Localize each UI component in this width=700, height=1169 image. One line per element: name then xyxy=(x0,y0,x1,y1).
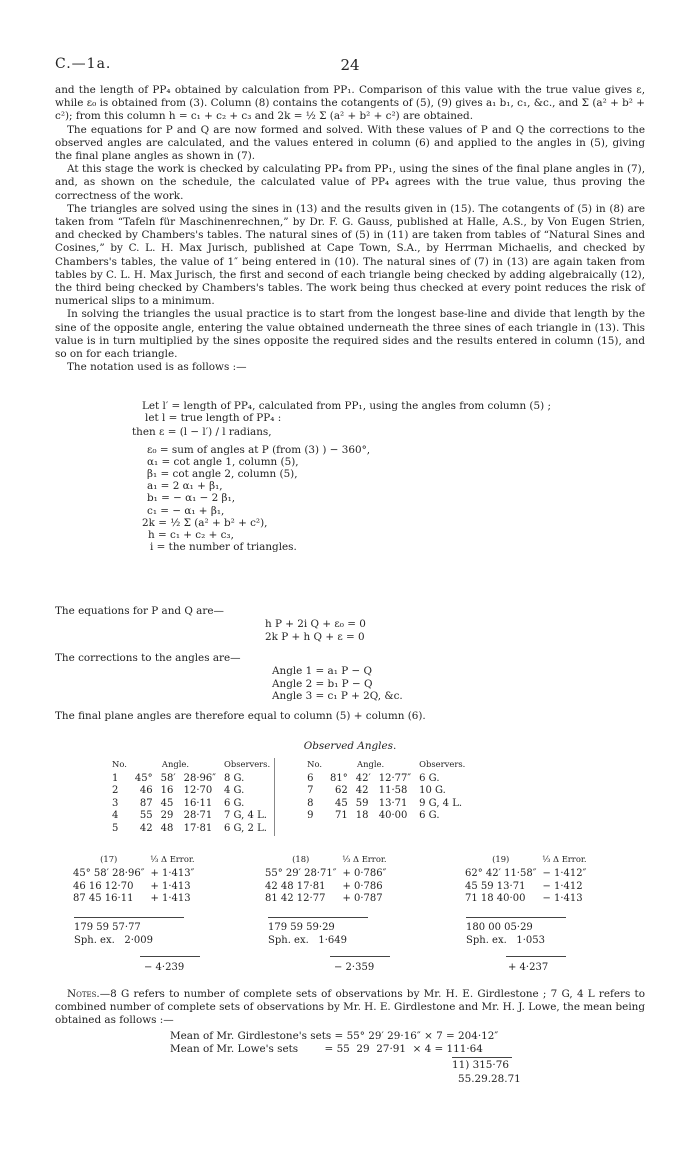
notes xyxy=(55,988,645,1028)
table-row: 42 48 17·81 + 0·786 xyxy=(265,880,383,892)
paragraph-2: The equations for P and Q are now formed and solved. With these values of P and Q the corrections to the observed angles are calculated, and the values entered in column (6) and applied to the angles in (5), giving the final plane angles as shown in (7). xyxy=(55,123,645,163)
corrections-intro: The corrections to the angles are— xyxy=(55,652,241,664)
correction-3: Angle 3 = c₁ P + 2Q, &c. xyxy=(272,690,403,702)
mean-calculation xyxy=(170,1030,498,1055)
divider xyxy=(74,917,184,918)
table-row: 62° 42′ 11·58″ − 1·412″ xyxy=(465,868,587,880)
equations xyxy=(265,618,366,643)
notation-row: c₁ = − α₁ + β₁, xyxy=(147,504,225,517)
notes-text: —8 G refers to number of complete sets of observations by Mr. H. E. Girdlestone ; 7 G, 4 L refers to combined number of complete sets of observations by Mr. H. E. Girdlestone and Mr. H. J. Lowe, the mean being obtained as follows :— xyxy=(55,988,645,1027)
table-row: 81 42 12·77 + 0·787 xyxy=(265,893,383,905)
notation-row: b₁ = − α₁ − 2 β₁, xyxy=(147,492,236,505)
error-totals-17 xyxy=(74,922,153,947)
notation-row: ε₀ = sum of angles at P (from (3) ) − 360°, xyxy=(147,443,371,456)
equations-intro: The equations for P and Q are— xyxy=(55,605,224,617)
corrections xyxy=(272,665,403,703)
sph-value: 1·649 xyxy=(318,934,347,946)
notation-intro: The notation used is as follows :— xyxy=(67,361,247,374)
sph-label: Sph. ex. xyxy=(74,934,115,946)
observed-angles-title: Observed Angles. xyxy=(303,740,397,752)
notation-row: 2k = ½ Σ (a² + b² + c²), xyxy=(142,516,268,529)
table-row: 5 42 48 17·81 6 G, 2 L. xyxy=(108,823,469,836)
document-code: C.—1a. xyxy=(55,56,112,72)
table-row: 87 45 16·11 + 1·413 xyxy=(73,893,191,905)
mean-line-2: Mean of Mr. Lowe's sets = 55 29 27·91 × 4 = 111·64 xyxy=(170,1042,483,1055)
equation-2: 2k P + h Q + ε = 0 xyxy=(265,630,365,643)
paragraph-3: At this stage the work is checked by calculating PP₄ from PP₁, using the sines of the final plane angles in (7), and, as shown on the schedule, the calculated value of PP₄ agrees with the true value, thus proving the correctness of the work. xyxy=(55,163,645,202)
error-result-19: + 4·237 xyxy=(508,962,549,973)
paragraph-4: The triangles are solved using the sines in (13) and the results given in (15). The cotangents of (5) in (8) are taken from “Tafeln für Maschinenrechnen,” by Dr. F. G. Gauss, published at Halle, A.S., by Von Eugen Strien, and checked by Chambers's tables. The natural sines of (5) in (11) are taken from tables of “Natural Sines and Cosines,” by C. L. H. Max Jurisch, published at Cape Town, S.A., by Herrman Michaelis, and checked by Chambers's tables, the value of 1″ being entered in (10). The natural sines of (7) in (13) are again taken from tables by C. L. H. Max Jurisch, the first and second of each triangle being checked by adding algebraically (12), the third being checked by Chambers's tables. The work being thus checked at every point reduces the risk of numerical slips to a minimum. xyxy=(55,202,645,308)
notation-row: h = c₁ + c₂ + c₃, xyxy=(148,529,234,542)
divider xyxy=(140,956,200,957)
total: 179 59 59·29 xyxy=(268,922,335,933)
table-header-row: No. Angle. Observers. No. Angle. Observers. xyxy=(108,758,469,773)
error-totals-18 xyxy=(268,922,347,947)
mean-result: 55.29.28.71 xyxy=(458,1073,521,1085)
mean-division: 11) 315·76 xyxy=(452,1059,509,1071)
notation-row: let l = true length of PP₄ : xyxy=(145,412,282,425)
table-row: 45 59 13·71 − 1·412 xyxy=(465,880,583,892)
sph-label: Sph. ex. xyxy=(466,934,507,946)
equation-1: h P + 2i Q + ε₀ = 0 xyxy=(265,618,366,630)
error-table-17: (17) ⅓ Δ Error. 45° 58′ 28·96″ + 1·413″ 46 16 12·70 + 1·413 87 45 16·11 + 1·413 xyxy=(70,852,197,906)
table-row: 1 45° 58′ 28·96″ 8 G. 6 81° 42′ 12·77″ 6 G. xyxy=(112,772,440,784)
divider xyxy=(466,917,566,918)
total: 180 00 05·29 xyxy=(466,922,533,933)
error-result-17: − 4·239 xyxy=(144,962,185,973)
notation-list xyxy=(82,400,551,553)
divider xyxy=(506,956,566,957)
error-result-18: − 2·359 xyxy=(334,962,375,973)
correction-2: Angle 2 = b₁ P − Q xyxy=(272,677,373,690)
final-angles-line: The final plane angles are therefore equal to column (5) + column (6). xyxy=(55,710,426,722)
notation-row: i = the number of triangles. xyxy=(150,541,297,554)
table-row: 46 16 12·70 + 1·413 xyxy=(73,880,191,892)
sph-label: Sph. ex. xyxy=(268,934,309,946)
table-row: 4 55 29 28·71 7 G, 4 L. 9 71 18 40·00 6 G. xyxy=(112,810,440,822)
notation-row: a₁ = 2 α₁ + β₁, xyxy=(147,480,223,493)
sph-value: 2·009 xyxy=(124,934,153,946)
table-row: 55° 29′ 28·71″ + 0·786″ xyxy=(265,868,387,880)
error-totals-19 xyxy=(466,922,545,947)
mean-line-1: Mean of Mr. Girdlestone's sets = 55° 29′ 29·16″ × 7 = 204·12″ xyxy=(170,1030,499,1042)
sph-value: 1·053 xyxy=(516,934,545,946)
notes-label: Notes. xyxy=(67,988,100,1000)
table-row: 45° 58′ 28·96″ + 1·413″ xyxy=(73,868,195,880)
notation-row: α₁ = cot angle 1, column (5), xyxy=(147,455,299,468)
paragraph-1: and the length of PP₄ obtained by calculation from PP₁. Comparison of this value with the true value gives ε, while ε₀ is obtained from (3). Column (8) contains the cotangents of (5), (9) gives a₁ b₁, c₁, &c., and Σ (a² + b² + c²); from this column h = c₁ + c₂ + c₃ and 2k = ½ Σ (a² + b² + c²) are obtained. xyxy=(55,84,645,123)
page-header xyxy=(55,56,645,76)
error-table-19: (19) ⅓ Δ Error. 62° 42′ 11·58″ − 1·412″ 45 59 13·71 − 1·412 71 18 40·00 − 1·413 xyxy=(462,852,589,906)
correction-1: Angle 1 = a₁ P − Q xyxy=(272,665,373,677)
error-table-18: (18) ⅓ Δ Error. 55° 29′ 28·71″ + 0·786″ 42 48 17·81 + 0·786 81 42 12·77 + 0·787 xyxy=(262,852,389,906)
paragraph-5: In solving the triangles the usual practice is to start from the longest base-line and divide that length by the sine of the opposite angle, entering the value obtained underneath the three sines of each triangle in (13). This value is in turn multiplied by the sines opposite the required sides and the results entered in column (15), and so on for each triangle. xyxy=(55,308,645,361)
notation-row: Let l′ = length of PP₄, calculated from PP₁, using the angles from column (5) ; xyxy=(142,400,551,412)
page-number: 24 xyxy=(340,56,360,74)
total: 179 59 57·77 xyxy=(74,922,141,933)
table-row: 3 87 45 16·11 6 G. 8 45 59 13·71 9 G, 4 L. xyxy=(112,797,463,809)
notation-row: then ε = (l − l′) / l radians, xyxy=(132,426,272,439)
table-row: 2 46 16 12·70 4 G. 7 62 42 11·58 10 G. xyxy=(112,785,446,797)
divider xyxy=(330,956,390,957)
observed-angles-table xyxy=(108,758,469,836)
notation-row: β₁ = cot angle 2, column (5), xyxy=(147,468,298,481)
divider xyxy=(452,1057,512,1058)
body-text xyxy=(55,84,645,374)
divider xyxy=(268,917,368,918)
table-row: 71 18 40·00 − 1·413 xyxy=(465,893,583,905)
